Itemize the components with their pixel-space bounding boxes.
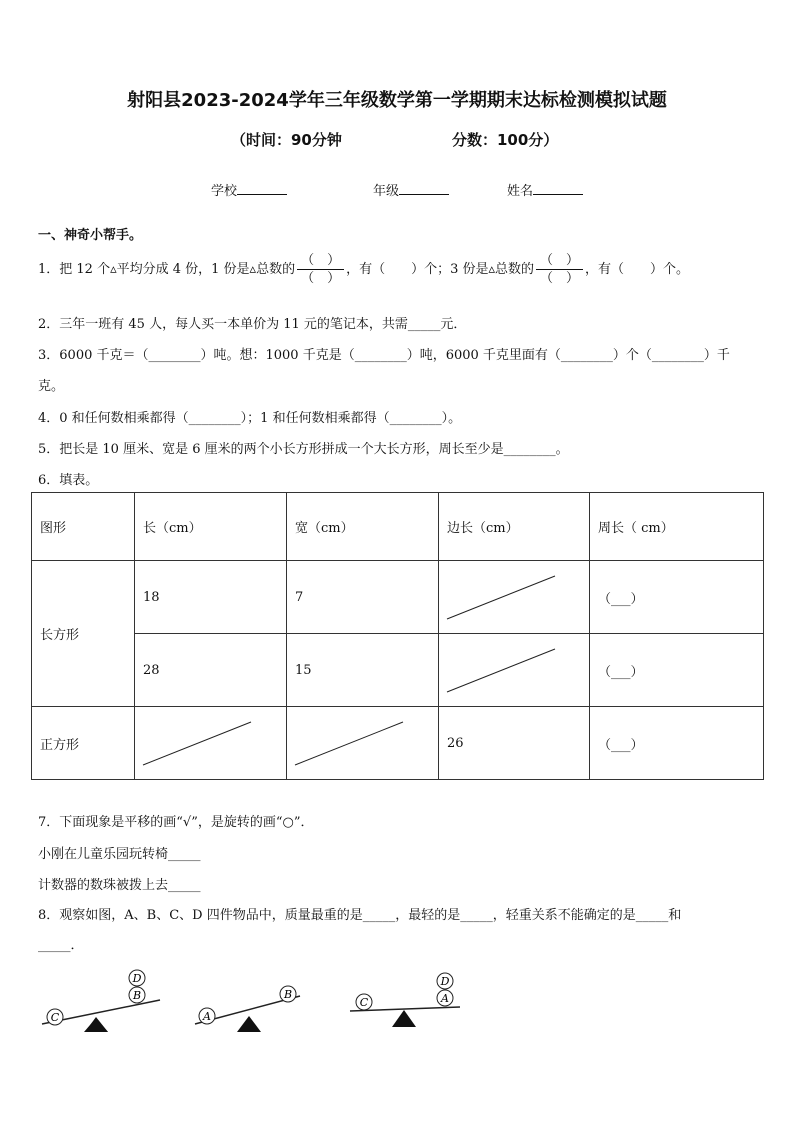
cell-width: 7 <box>287 561 439 634</box>
balance-scales-figure <box>30 960 490 1040</box>
fraction-blank-1[interactable]: $\frac{( )}{( )}$ <box>297 252 344 287</box>
slash-cell <box>439 634 590 707</box>
perimeter-answer[interactable]: （___） <box>590 561 764 634</box>
exam-score: 分数：100分） <box>452 131 559 149</box>
question-7-b: 计数器的数珠被拨上去_____ <box>38 878 201 893</box>
question-5: 5．把长是 10 厘米、宽是 6 厘米的两个小长方形拼成一个大长方形，周长至少是________。 <box>38 442 569 457</box>
question-3: 3．6000 千克＝（________）吨。想：1000 千克是（________）吨，6000 千克里面有（________）个（________）千 <box>38 348 730 363</box>
question-8: 8．观察如图，A、B、C、D 四件物品中，质量最重的是_____，最轻的是_____，轻重关系不能确定的是_____和 <box>38 908 682 923</box>
balance-scale-1 <box>42 970 160 1032</box>
balance-scale-2 <box>195 986 300 1032</box>
question-2: 2．三年一班有 45 人，每人买一本单价为 11 元的笔记本，共需_____元． <box>38 317 467 332</box>
slash-cell <box>439 561 590 634</box>
slash-cell <box>135 707 287 780</box>
weight-label: C <box>359 996 369 1009</box>
square-label: 正方形 <box>32 707 135 780</box>
exam-time: （时间：90分钟 <box>231 131 342 149</box>
cell-width: 15 <box>287 634 439 707</box>
section-title: 一、神奇小帮手。 <box>38 228 143 243</box>
perimeter-answer[interactable]: （___） <box>590 634 764 707</box>
weight-label: B <box>132 989 142 1002</box>
weight-label: D <box>132 972 142 985</box>
question-3-cont: 克。 <box>38 379 65 394</box>
weight-label: A <box>203 1010 211 1023</box>
grade-field[interactable]: 年级 <box>373 180 449 199</box>
weight-label: A <box>441 992 449 1005</box>
question-7-a: 小刚在儿童乐园玩转椅_____ <box>38 847 201 862</box>
balance-scale-3 <box>350 973 460 1027</box>
cell-length: 28 <box>135 634 287 707</box>
perimeter-answer[interactable]: （___） <box>590 707 764 780</box>
question-4: 4．0 和任何数相乘都得（________）；1 和任何数相乘都得（________）。 <box>38 411 462 426</box>
rect-label: 长方形 <box>32 561 135 707</box>
slash-cell <box>287 707 439 780</box>
header-width: 宽（cm） <box>287 493 439 561</box>
weight-label: C <box>50 1011 60 1024</box>
cell-length: 18 <box>135 561 287 634</box>
question-7: 7．下面现象是平移的画“√”，是旋转的画“○”． <box>38 815 314 830</box>
header-shape: 图形 <box>32 493 135 561</box>
weight-label: B <box>283 988 293 1001</box>
name-field[interactable]: 姓名 <box>507 180 583 199</box>
question-8-cont: _____． <box>38 938 84 953</box>
exam-title: 射阳县2023-2024学年三年级数学第一学期期末达标检测模拟试题 <box>127 90 667 111</box>
school-field[interactable]: 学校 <box>211 180 287 199</box>
question-6: 6．填表。 <box>38 473 99 488</box>
weight-label: D <box>440 975 450 988</box>
question-1: 1．把 12 个▵平均分成 4 份，1 份是▵总数的 $\frac{( )}{( )}$ ，有（ ）个；3 份是▵总数的 $\frac{( )}{( )}$ ，有（ ）个。 <box>38 253 690 286</box>
fill-table <box>31 492 764 780</box>
cell-side: 26 <box>439 707 590 780</box>
header-length: 长（cm） <box>135 493 287 561</box>
header-perimeter: 周长（ cm） <box>590 493 764 561</box>
header-side: 边长（cm） <box>439 493 590 561</box>
fraction-blank-2[interactable]: $\frac{( )}{( )}$ <box>536 252 583 287</box>
